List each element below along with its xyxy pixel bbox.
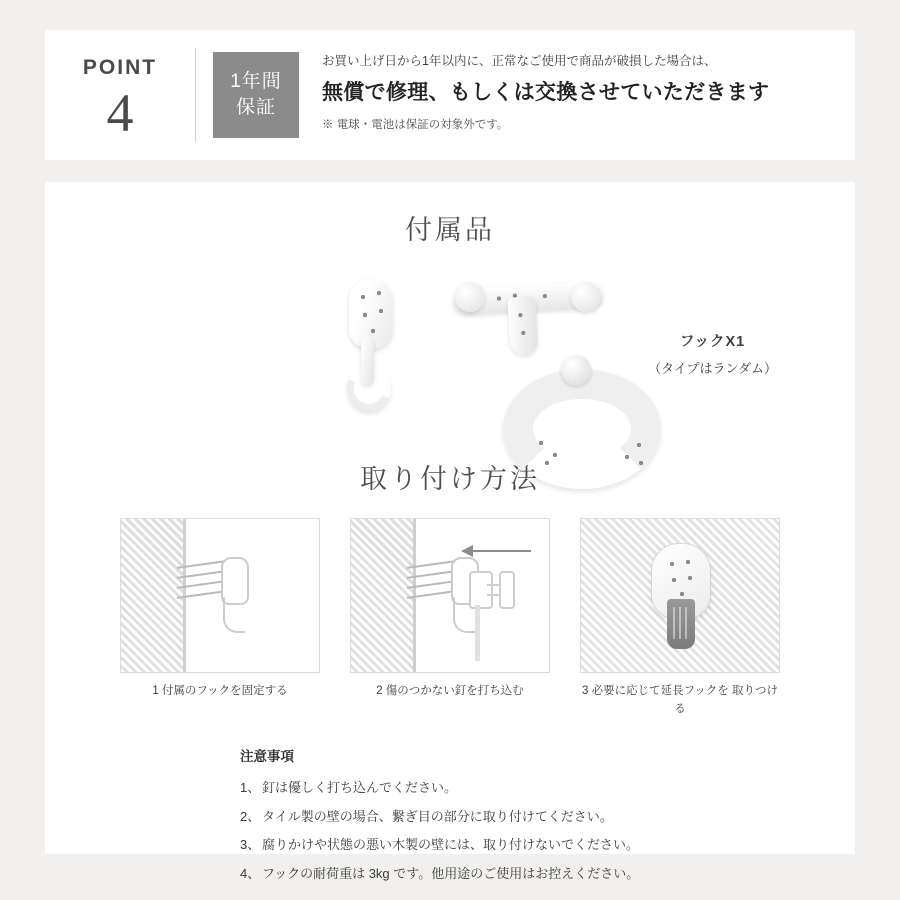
warranty-badge-wrap — [196, 30, 316, 160]
point-block — [45, 30, 195, 160]
install-step-2 — [350, 518, 550, 719]
note-number: 4、 — [240, 866, 261, 882]
note-text: 腐りかけや状態の悪い木製の壁には、取り付けないでください。 — [262, 837, 640, 853]
warranty-text — [316, 30, 855, 160]
hook-piece-arc-icon — [497, 369, 667, 469]
hook-piece-tee-icon — [453, 269, 603, 359]
install-title: 取り付け方法 — [360, 464, 540, 494]
warranty-badge — [213, 52, 299, 138]
point-number: 4 — [106, 82, 134, 143]
step-2-caption: 2 傷のつかない釘を打ち込む — [376, 685, 524, 697]
install-step-3 — [580, 518, 780, 719]
note-text: 釘は優しく打ち込んでください。 — [262, 779, 458, 795]
step-1-caption: 1 付属のフックを固定する — [152, 685, 288, 697]
main-panel — [45, 182, 855, 882]
warranty-line-note: ※ 電球・電池は保証の対象外です。 — [322, 119, 509, 132]
step-2-illustration — [350, 518, 550, 673]
hook-label-line2: （タイプはランダム） — [648, 360, 777, 376]
note-text: タイル製の壁の場合、繋ぎ目の部分に取り付けてください。 — [262, 808, 613, 824]
arrow-left-icon — [461, 545, 531, 557]
note-item — [240, 863, 760, 886]
notes-section — [240, 745, 760, 886]
note-number: 2、 — [240, 808, 261, 824]
hook-label-line1: フックX1 — [679, 334, 746, 350]
warranty-band — [45, 30, 855, 160]
note-item — [240, 806, 760, 829]
note-number: 3、 — [240, 837, 261, 853]
note-number: 1、 — [240, 779, 261, 795]
step-3-illustration — [580, 518, 780, 673]
step-3-caption: 3 必要に応じて延長フックを 取りつける — [582, 685, 778, 716]
note-item — [240, 834, 760, 857]
step-1-illustration — [120, 518, 320, 673]
hook-label — [648, 329, 777, 381]
note-text: フックの耐荷重は 3kg です。他用途のご使用はお控えください。 — [262, 866, 640, 882]
extension-hook-icon — [645, 543, 717, 653]
point-label: POINT — [82, 55, 158, 79]
hammer-icon — [469, 571, 539, 627]
note-item — [240, 777, 760, 800]
accessories-illustration — [45, 251, 855, 451]
notes-title: 注意事項 — [240, 748, 294, 764]
install-steps — [45, 518, 855, 719]
warranty-badge-line2: 保証 — [235, 97, 276, 118]
warranty-badge-line1: 1年間 — [230, 71, 282, 93]
accessories-title: 付属品 — [405, 215, 495, 245]
hook-piece-curved-icon — [335, 279, 405, 409]
hook-mini-icon — [221, 557, 247, 643]
warranty-line-big: 無償で修理、もしくは交換させていただきます — [322, 80, 770, 104]
warranty-line-small: お買い上げ日から1年以内に、正常なご使用で商品が破損した場合は、 — [322, 54, 717, 68]
install-step-1 — [120, 518, 320, 719]
